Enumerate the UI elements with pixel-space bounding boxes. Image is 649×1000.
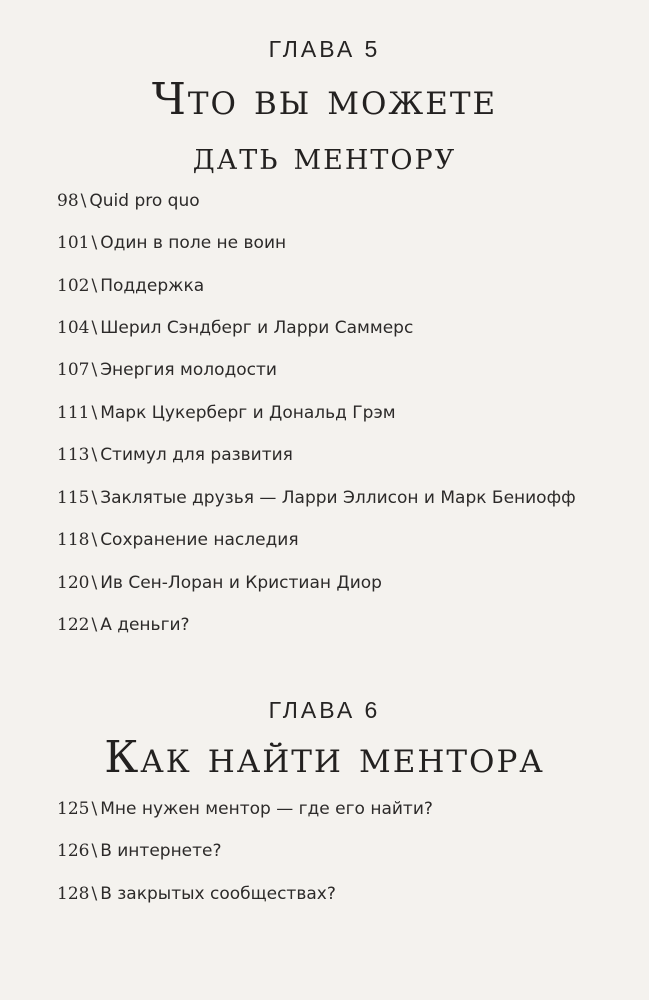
separator: \ xyxy=(91,318,98,338)
page-number: 125 xyxy=(57,799,90,819)
page-number: 98 xyxy=(57,191,79,211)
toc-entry xyxy=(57,840,222,862)
entry-title: Quid pro quo xyxy=(89,191,200,211)
toc-entry xyxy=(57,444,293,466)
entry-title: Один в поле не воин xyxy=(100,233,287,253)
page-number: 113 xyxy=(57,445,90,465)
chapter-5-title-line-1: Что вы можете xyxy=(151,74,498,125)
toc-entry xyxy=(57,529,299,551)
toc-entry xyxy=(57,317,413,339)
separator: \ xyxy=(91,360,98,380)
page-number: 111 xyxy=(57,403,90,423)
entry-title: Ив Сен-Лоран и Кристиан Диор xyxy=(100,573,382,593)
entry-title: Сохранение наследия xyxy=(100,530,299,550)
page-number: 122 xyxy=(57,615,90,635)
entry-title: Шерил Сэндберг и Ларри Саммерс xyxy=(100,318,414,338)
toc-entry xyxy=(57,614,190,636)
entry-title: А деньги? xyxy=(100,615,190,635)
chapter-6-title: Как найти ментора xyxy=(104,732,545,783)
toc-entry xyxy=(57,232,286,254)
toc-entry xyxy=(57,275,204,297)
separator: \ xyxy=(91,530,98,550)
page-number: 107 xyxy=(57,360,90,380)
page-number: 104 xyxy=(57,318,90,338)
toc-entry xyxy=(57,572,382,594)
chapter-5-label: ГЛАВА 5 xyxy=(268,36,381,62)
separator: \ xyxy=(91,403,98,423)
entry-title: В закрытых сообществах? xyxy=(100,884,336,904)
chapter-5-title-line-2: дать ментору xyxy=(192,134,457,178)
toc-entry xyxy=(57,359,277,381)
separator: \ xyxy=(91,884,98,904)
separator: \ xyxy=(91,799,98,819)
chapter-6-label: ГЛАВА 6 xyxy=(268,697,381,723)
separator: \ xyxy=(91,488,98,508)
separator: \ xyxy=(91,841,98,861)
entry-title: Энергия молодости xyxy=(100,360,277,380)
separator: \ xyxy=(91,276,98,296)
page-number: 120 xyxy=(57,573,90,593)
separator: \ xyxy=(91,573,98,593)
toc-entry xyxy=(57,190,200,212)
separator: \ xyxy=(91,615,98,635)
entry-title: Поддержка xyxy=(100,276,205,296)
entry-title: Марк Цукерберг и Дональд Грэм xyxy=(100,403,396,423)
page-number: 101 xyxy=(57,233,90,253)
toc-entry xyxy=(57,487,576,509)
page-number: 126 xyxy=(57,841,90,861)
page-number: 115 xyxy=(57,488,90,508)
entry-title: Заклятые друзья — Ларри Эллисон и Марк Бениофф xyxy=(100,488,576,508)
entry-title: В интернете? xyxy=(100,841,222,861)
separator: \ xyxy=(80,191,87,211)
separator: \ xyxy=(91,445,98,465)
toc-entry xyxy=(57,402,396,424)
separator: \ xyxy=(91,233,98,253)
entry-title: Стимул для развития xyxy=(100,445,293,465)
entry-title: Мне нужен ментор — где его найти? xyxy=(100,799,433,819)
page-number: 118 xyxy=(57,530,90,550)
toc-entry xyxy=(57,798,433,820)
page-number: 102 xyxy=(57,276,90,296)
page-number: 128 xyxy=(57,884,90,904)
toc-entry xyxy=(57,883,336,905)
